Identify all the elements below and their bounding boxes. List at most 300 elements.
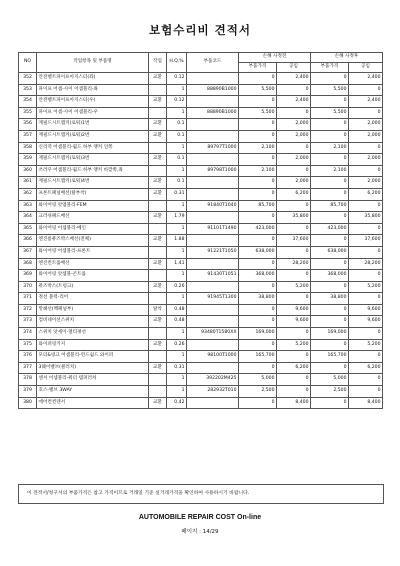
row-before-part-price: 5,000 <box>239 374 277 386</box>
row-item: 스위치 앗세이-멀티펑션 <box>37 328 149 340</box>
row-work <box>149 270 167 282</box>
row-code <box>187 258 239 270</box>
footer-title: AUTOMOBILE REPAIR COST On-line <box>138 514 262 521</box>
row-after-labor: 5,200 <box>349 339 383 351</box>
table-row <box>19 386 383 398</box>
row-before-part-price: 0 <box>239 212 277 224</box>
row-hqt: 1.79 <box>167 212 187 224</box>
row-after-labor: 0 <box>349 107 383 119</box>
row-hqt: 0.1 <box>167 130 187 142</box>
row-hqt: 1 <box>167 84 187 96</box>
row-code <box>187 316 239 328</box>
table-row <box>19 328 383 340</box>
row-item: 쓰러쿠 어셈블리-윌드 하부 앵커 바깥쪽,좌 <box>37 165 149 177</box>
row-before-labor: 6,200 <box>277 188 311 200</box>
row-hqt: 1 <box>167 386 187 398</box>
row-after-labor: 28,200 <box>349 258 383 270</box>
row-no: 371 <box>19 293 37 305</box>
row-code <box>187 339 239 351</box>
row-after-labor: 2,400 <box>349 96 383 108</box>
row-no: 359 <box>19 154 37 166</box>
row-after-labor: 8,400 <box>349 397 383 409</box>
row-no: 364 <box>19 212 37 224</box>
row-before-labor: 37,600 <box>277 235 311 247</box>
table-row <box>19 177 383 189</box>
row-work <box>149 223 167 235</box>
row-before-labor: 2,400 <box>277 73 311 85</box>
row-before-labor: 0 <box>277 223 311 235</box>
price-notice: 이 견적서/청구서의 부품가격은 참고 가격이므로 거래일 기준 실거래가격을 확인하여 사용하시기 바랍니다. <box>18 484 384 504</box>
row-hqt: 1 <box>167 246 187 258</box>
row-work: 교환 <box>149 397 167 409</box>
header-after-group: 손해 사정후 <box>311 53 383 63</box>
header-before-labor: 공임 <box>277 63 311 73</box>
row-after-labor: 0 <box>349 142 383 154</box>
row-hqt: 0.31 <box>167 188 187 200</box>
row-before-part-price: 0 <box>239 154 277 166</box>
header-row-1 <box>19 53 383 63</box>
row-item: 와이어링 어셈블리-메인 <box>37 223 149 235</box>
row-item: 크러쉬패드배선 <box>37 212 149 224</box>
row-code <box>187 212 239 224</box>
table-row <box>19 84 383 96</box>
row-hqt: 0.1 <box>167 154 187 166</box>
row-before-part-price: 2,100 <box>239 142 277 154</box>
row-hqt: 1 <box>167 200 187 212</box>
row-item: 모터&링크 어셈블리-윈드쉴드 와이퍼 <box>37 351 149 363</box>
header-after-labor: 공임 <box>349 63 383 73</box>
row-item: 정션 블럭-리어 <box>37 293 149 305</box>
row-before-part-price: 0 <box>239 281 277 293</box>
row-code: 88890B1000 <box>187 84 239 96</box>
row-hqt: 0.48 <box>167 304 187 316</box>
row-before-labor: 2,000 <box>277 119 311 131</box>
row-hqt: 1 <box>167 270 187 282</box>
row-after-part-price: 38,800 <box>311 293 349 305</box>
row-before-labor: 2,400 <box>277 96 311 108</box>
row-item: 파이프 어셈-사이 어셈블리-우 <box>37 107 149 119</box>
row-before-labor: 0 <box>277 374 311 386</box>
row-after-part-price: 0 <box>311 258 349 270</box>
row-after-part-price: 165,700 <box>311 351 349 363</box>
row-before-part-price: 0 <box>239 362 277 374</box>
row-code: 93480T1580XX <box>187 328 239 340</box>
row-before-labor: 35,800 <box>277 212 311 224</box>
row-before-part-price: 165,700 <box>239 351 277 363</box>
row-after-part-price: 169,000 <box>311 328 349 340</box>
row-hqt: 0.1 <box>167 119 187 131</box>
row-after-part-price: 0 <box>311 304 349 316</box>
row-item: 와이어링 앗셈블-콘트롤 <box>37 270 149 282</box>
row-item: 핫헤선(백패널부) <box>37 304 149 316</box>
row-before-labor: 6,200 <box>277 362 311 374</box>
row-item: 프론트패널배선(탈부착) <box>37 188 149 200</box>
row-before-labor: 0 <box>277 246 311 258</box>
row-item: 재필드시트랩커(로워)4번 <box>37 177 149 189</box>
row-item: 센서 어셈블리-워터 템퍼러쳐 <box>37 374 149 386</box>
row-after-labor: 2,000 <box>349 130 383 142</box>
row-item: 안전벨트파이프아지스터(좌) <box>37 73 149 85</box>
row-no: 361 <box>19 177 37 189</box>
row-item: 퓨즈박스(트렁크) <box>37 281 149 293</box>
row-code: 89797T1000 <box>187 142 239 154</box>
header-hqt: H.Q.% <box>167 53 187 73</box>
row-before-labor: 5,200 <box>277 339 311 351</box>
table-row <box>19 119 383 131</box>
row-no: 375 <box>19 339 37 351</box>
row-item: 재필드시트랩커(로워)1번 <box>37 119 149 131</box>
table-row <box>19 304 383 316</box>
row-work <box>149 107 167 119</box>
row-after-labor: 0 <box>349 328 383 340</box>
row-after-part-price: 85,700 <box>311 200 349 212</box>
header-before-part-price: 부품가격 <box>239 63 277 73</box>
table-row <box>19 73 383 85</box>
row-before-part-price: 2,500 <box>239 386 277 398</box>
table-row <box>19 235 383 247</box>
table-row <box>19 374 383 386</box>
row-work: 탈착 <box>149 304 167 316</box>
row-hqt: 0.26 <box>167 281 187 293</box>
row-code <box>187 130 239 142</box>
row-hqt: 1 <box>167 293 187 305</box>
header-item: 작업항목 및 부품명 <box>37 53 149 73</box>
row-hqt: 0.48 <box>167 316 187 328</box>
estimate-rows <box>19 73 383 409</box>
row-after-part-price: 0 <box>311 362 349 374</box>
row-hqt: 1 <box>167 351 187 363</box>
row-no: 363 <box>19 200 37 212</box>
row-item: 에어컨컨덴서 <box>37 397 149 409</box>
row-no: 360 <box>19 165 37 177</box>
header-after-part-price: 부품가격 <box>311 63 349 73</box>
row-after-part-price: 0 <box>311 281 349 293</box>
row-work: 교환 <box>149 258 167 270</box>
row-after-labor: 2,000 <box>349 177 383 189</box>
row-work <box>149 351 167 363</box>
row-before-part-price: 0 <box>239 130 277 142</box>
row-before-labor: 2,000 <box>277 130 311 142</box>
row-before-part-price: 0 <box>239 188 277 200</box>
row-code <box>187 188 239 200</box>
row-item: 안전벨트파이프아지스터(우) <box>37 96 149 108</box>
row-after-labor: 6,200 <box>349 188 383 200</box>
row-no: 368 <box>19 258 37 270</box>
row-no: 370 <box>19 281 37 293</box>
row-item: 파이프 어셈-사이 어셈블리-좌 <box>37 84 149 96</box>
row-after-labor: 35,800 <box>349 212 383 224</box>
row-item: 신리역 어셈블리-윌드 하부 앵커 인쪽 <box>37 142 149 154</box>
row-code: 91840T1040 <box>187 200 239 212</box>
row-code: 282932T010 <box>187 386 239 398</box>
row-after-part-price: 0 <box>311 235 349 247</box>
row-hqt: 1.88 <box>167 235 187 247</box>
header-no: NO <box>19 53 37 73</box>
row-no: 367 <box>19 246 37 258</box>
row-no: 379 <box>19 386 37 398</box>
row-before-part-price: 38,800 <box>239 293 277 305</box>
row-after-part-price: 423,000 <box>311 223 349 235</box>
row-after-part-price: 0 <box>311 397 349 409</box>
row-after-part-price: 5,500 <box>311 107 349 119</box>
row-before-labor: 8,400 <box>277 397 311 409</box>
row-after-part-price: 0 <box>311 73 349 85</box>
row-work: 교환 <box>149 119 167 131</box>
row-before-part-price: 0 <box>239 339 277 351</box>
row-work: 교환 <box>149 212 167 224</box>
row-after-labor: 0 <box>349 351 383 363</box>
row-before-part-price: 2,100 <box>239 165 277 177</box>
row-code: 91430T1051 <box>187 270 239 282</box>
row-before-part-price: 0 <box>239 258 277 270</box>
row-code <box>187 119 239 131</box>
row-hqt: 1 <box>167 107 187 119</box>
row-item: 와이어링 어셈블리-프론트 <box>37 246 149 258</box>
row-hqt: 0.31 <box>167 362 187 374</box>
table-row <box>19 351 383 363</box>
row-after-part-price: 0 <box>311 130 349 142</box>
row-item: 와이퍼링키지 <box>37 339 149 351</box>
row-after-labor: 0 <box>349 165 383 177</box>
row-before-part-price: 0 <box>239 397 277 409</box>
row-work <box>149 328 167 340</box>
row-before-labor: 5,200 <box>277 281 311 293</box>
row-before-labor: 2,000 <box>277 177 311 189</box>
row-work: 교환 <box>149 362 167 374</box>
row-code: 91221T1050 <box>187 246 239 258</box>
row-before-part-price: 169,000 <box>239 328 277 340</box>
row-before-labor: 9,600 <box>277 316 311 328</box>
row-after-labor: 0 <box>349 200 383 212</box>
row-no: 378 <box>19 374 37 386</box>
row-after-part-price: 0 <box>311 119 349 131</box>
row-work <box>149 165 167 177</box>
row-before-labor: 0 <box>277 200 311 212</box>
row-before-part-price: 368,000 <box>239 270 277 282</box>
row-after-labor: 0 <box>349 270 383 282</box>
row-after-labor: 0 <box>349 374 383 386</box>
row-no: 365 <box>19 223 37 235</box>
row-before-part-price: 0 <box>239 73 277 85</box>
row-before-part-price: 0 <box>239 235 277 247</box>
row-item: 와이어링 앗엠블리-FEM <box>37 200 149 212</box>
row-no: 372 <box>19 304 37 316</box>
row-before-labor: 0 <box>277 270 311 282</box>
row-work <box>149 293 167 305</box>
row-before-part-price: 85,700 <box>239 200 277 212</box>
row-work <box>149 200 167 212</box>
row-after-part-price: 2,100 <box>311 165 349 177</box>
row-item: 엔진룸퓨즈박스배선(전체) <box>37 235 149 247</box>
row-code: 91945T1300 <box>187 293 239 305</box>
row-work: 교환 <box>149 339 167 351</box>
table-row <box>19 130 383 142</box>
row-work: 교환 <box>149 235 167 247</box>
row-after-part-price: 0 <box>311 96 349 108</box>
row-work: 교환 <box>149 154 167 166</box>
row-hqt: 1 <box>167 142 187 154</box>
row-before-part-price: 5,500 <box>239 84 277 96</box>
row-work: 교환 <box>149 281 167 293</box>
row-before-labor: 28,200 <box>277 258 311 270</box>
row-after-labor: 9,600 <box>349 304 383 316</box>
table-row <box>19 142 383 154</box>
row-work: 교환 <box>149 188 167 200</box>
row-code: 98100T1000 <box>187 351 239 363</box>
row-before-labor: 0 <box>277 165 311 177</box>
row-code <box>187 177 239 189</box>
row-before-labor: 0 <box>277 107 311 119</box>
row-no: 356 <box>19 119 37 131</box>
row-code <box>187 73 239 85</box>
row-before-labor: 0 <box>277 386 311 398</box>
row-work <box>149 142 167 154</box>
row-work <box>149 374 167 386</box>
row-after-labor: 37,600 <box>349 235 383 247</box>
row-code <box>187 362 239 374</box>
row-work: 교환 <box>149 73 167 85</box>
row-work <box>149 386 167 398</box>
table-row <box>19 339 383 351</box>
row-no: 362 <box>19 188 37 200</box>
row-after-part-price: 368,000 <box>311 270 349 282</box>
row-before-labor: 0 <box>277 293 311 305</box>
row-no: 358 <box>19 142 37 154</box>
row-no: 377 <box>19 362 37 374</box>
row-after-labor: 0 <box>349 84 383 96</box>
row-work: 교환 <box>149 177 167 189</box>
row-code: 89798T1000 <box>187 165 239 177</box>
row-after-part-price: 0 <box>311 339 349 351</box>
header-code: 부품코드 <box>187 53 239 73</box>
row-before-labor: 0 <box>277 351 311 363</box>
row-code <box>187 154 239 166</box>
row-after-labor: 5,200 <box>349 281 383 293</box>
row-no: 374 <box>19 328 37 340</box>
row-before-labor: 2,000 <box>277 154 311 166</box>
row-item: 재필드시트랩커(로워)3번 <box>37 154 149 166</box>
table-row <box>19 154 383 166</box>
row-before-part-price: 0 <box>239 96 277 108</box>
row-no: 352 <box>19 73 37 85</box>
row-after-part-price: 0 <box>311 212 349 224</box>
row-hqt: 1 <box>167 328 187 340</box>
row-work <box>149 246 167 258</box>
row-hqt: 1 <box>167 223 187 235</box>
row-code: 91101T1490 <box>187 223 239 235</box>
row-after-part-price: 638,000 <box>311 246 349 258</box>
row-before-labor: 0 <box>277 328 311 340</box>
table-row <box>19 96 383 108</box>
row-hqt: 0.42 <box>167 397 187 409</box>
table-row <box>19 107 383 119</box>
row-work: 교환 <box>149 316 167 328</box>
header-work: 작업 <box>149 53 167 73</box>
row-after-labor: 2,000 <box>349 119 383 131</box>
row-before-part-price: 0 <box>239 316 277 328</box>
row-code <box>187 281 239 293</box>
row-after-part-price: 0 <box>311 177 349 189</box>
row-before-part-price: 638,000 <box>239 246 277 258</box>
table-row <box>19 281 383 293</box>
row-before-labor: 0 <box>277 84 311 96</box>
row-no: 357 <box>19 130 37 142</box>
row-after-part-price: 0 <box>311 316 349 328</box>
header-before-group: 손해 사정전 <box>239 53 311 63</box>
row-item: 재필드시트랩커(로워)2번 <box>37 130 149 142</box>
row-work: 교환 <box>149 130 167 142</box>
row-code: 392202M425 <box>187 374 239 386</box>
row-after-labor: 0 <box>349 246 383 258</box>
row-before-part-price: 423,000 <box>239 223 277 235</box>
row-no: 353 <box>19 84 37 96</box>
row-after-labor: 0 <box>349 223 383 235</box>
row-after-part-price: 0 <box>311 188 349 200</box>
row-hqt: 1.41 <box>167 258 187 270</box>
table-row <box>19 200 383 212</box>
row-hqt: 0.26 <box>167 339 187 351</box>
row-item: 호스-밸브 3WAY <box>37 386 149 398</box>
row-after-labor: 0 <box>349 293 383 305</box>
row-hqt: 0.12 <box>167 73 187 85</box>
row-no: 369 <box>19 270 37 282</box>
row-hqt: 1 <box>167 165 187 177</box>
table-row <box>19 223 383 235</box>
table-row <box>19 212 383 224</box>
row-after-labor: 2,000 <box>349 154 383 166</box>
row-code <box>187 304 239 316</box>
row-code <box>187 96 239 108</box>
row-code: 88890B1000 <box>187 107 239 119</box>
row-hqt: 0.12 <box>167 96 187 108</box>
row-after-labor: 0 <box>349 386 383 398</box>
row-no: 366 <box>19 235 37 247</box>
table-row <box>19 165 383 177</box>
table-row <box>19 316 383 328</box>
table-row <box>19 258 383 270</box>
row-no: 354 <box>19 96 37 108</box>
row-before-labor: 0 <box>277 142 311 154</box>
row-no: 380 <box>19 397 37 409</box>
table-row <box>19 246 383 258</box>
table-row <box>19 188 383 200</box>
row-before-labor: 9,600 <box>277 304 311 316</box>
page-number: 페이지 : 14/29 <box>181 529 219 535</box>
row-after-labor: 6,200 <box>349 362 383 374</box>
row-after-part-price: 2,100 <box>311 142 349 154</box>
document-title: 보험수리비 견적서 <box>149 23 251 37</box>
row-after-part-price: 5,500 <box>311 84 349 96</box>
table-row <box>19 397 383 409</box>
table-row <box>19 362 383 374</box>
row-after-part-price: 2,500 <box>311 386 349 398</box>
row-no: 355 <box>19 107 37 119</box>
row-before-part-price: 0 <box>239 304 277 316</box>
row-code <box>187 235 239 247</box>
estimate-table <box>18 52 383 409</box>
row-hqt: 1 <box>167 374 187 386</box>
row-no: 376 <box>19 351 37 363</box>
row-item: 컴비네이션스위치 <box>37 316 149 328</box>
table-row <box>19 270 383 282</box>
row-before-part-price: 5,500 <box>239 107 277 119</box>
row-after-labor: 2,400 <box>349 73 383 85</box>
row-code <box>187 397 239 409</box>
row-before-part-price: 0 <box>239 177 277 189</box>
row-work <box>149 84 167 96</box>
row-item: 엔진컨트롤배선 <box>37 258 149 270</box>
row-no: 373 <box>19 316 37 328</box>
